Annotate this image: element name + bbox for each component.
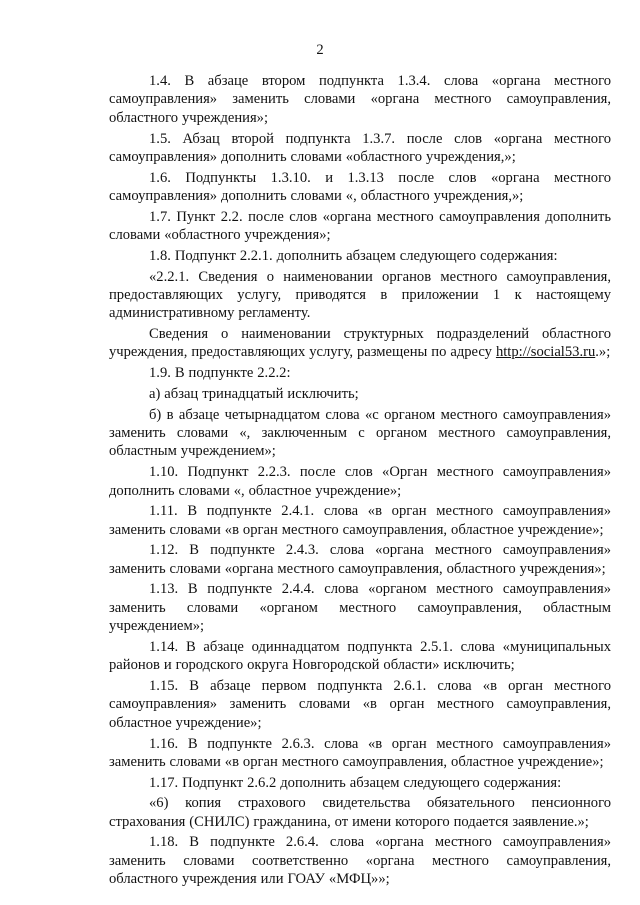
info-paragraph (109, 325, 611, 362)
paragraph-1-18: 1.18. В подпункте 2.6.4. слова «органа местного самоуправления» заменить словами соответственно «органа местного самоуправления, областного учреждения или ГОАУ «МФЦ»»; (109, 834, 611, 888)
paragraph-1-10: 1.10. Подпункт 2.2.3. после слов «Орган местного самоуправления» дополнить словами «, областное учреждение»; (109, 464, 611, 499)
paragraph-1-14: 1.14. В абзаце одиннадцатом подпункта 2.5.1. слова «муниципальных районов и городского округа Новгородской области» исключить; (109, 638, 611, 674)
paragraph-1-5: 1.5. Абзац второй подпункта 1.3.7. после слов «органа местного самоуправления» дополнить словами «областного учреждения,»; (109, 130, 611, 165)
paragraph-1-15: 1.15. В абзаце первом подпункта 2.6.1. слова «в орган местного самоуправления» заменить словами «в орган местного самоуправления, областное учреждение»; (109, 678, 611, 731)
paragraph-1-11: 1.11. В подпункте 2.4.1. слова «в орган местного самоуправления» заменить словами «в орган местного самоуправления, областное учреждение»; (109, 503, 611, 538)
paragraph-1-13: 1.13. В подпункте 2.4.4. слова «органом местного самоуправления» заменить словами «органом местного самоуправления, областным учреждением»; (109, 581, 611, 635)
site-link[interactable]: http://social53.ru (495, 344, 596, 361)
info-text-end: .»; (595, 344, 611, 361)
paragraph-1-6: 1.6. Подпункты 1.3.10. и 1.3.13 после слов «органа местного самоуправления» дополнить словами «, областного учреждения,»; (109, 169, 611, 205)
paragraph-1-7: 1.7. Пункт 2.2. после слов «органа местного самоуправления дополнить словами «областного учреждения»; (109, 208, 611, 244)
quoted-paragraph-2-2-1: «2.2.1. Сведения о наименовании органов местного самоуправления, предоставляющих услугу, приводятся в приложении 1 к настоящему административному регламенту. (109, 268, 611, 322)
document-body (109, 72, 611, 891)
paragraph-1-16: 1.16. В подпункте 2.6.3. слова «в орган местного самоуправления» заменить словами «в орган местного самоуправления, областное учреждение»; (109, 735, 611, 770)
paragraph-1-4: 1.4. В абзаце втором подпункта 1.3.4. слова «органа местного самоуправления» заменить словами «органа местного самоуправления, областного учреждения»; (109, 73, 611, 126)
paragraph-1-9: 1.9. В подпункте 2.2.2: (149, 365, 291, 382)
paragraph-1-8: 1.8. Подпункт 2.2.1. дополнить абзацем следующего содержания: (149, 247, 558, 264)
info-text: Сведения о наименовании структурных подразделений областного учреждения, предоставляющих услугу, размещены по адресу (109, 326, 611, 361)
paragraph-1-12: 1.12. В подпункте 2.4.3. слова «органа местного самоуправления» заменить словами «органа местного самоуправления, областного учреждения»; (109, 542, 611, 577)
quoted-paragraph-6: «6) копия страхового свидетельства обязательного пенсионного страхования (СНИЛС) гражданина, от имени которого подается заявление.»; (109, 795, 611, 830)
paragraph-1-9-a: а) абзац тринадцатый исключить; (149, 385, 359, 402)
paragraph-1-17: 1.17. Подпункт 2.6.2 дополнить абзацем следующего содержания: (149, 774, 562, 791)
paragraph-1-9-b: б) в абзаце четырнадцатом слова «с органом местного самоуправления» заменить словами «, заключенным с органом местного самоуправления, областным учреждением»; (109, 406, 611, 460)
page-number: 2 (316, 42, 324, 58)
